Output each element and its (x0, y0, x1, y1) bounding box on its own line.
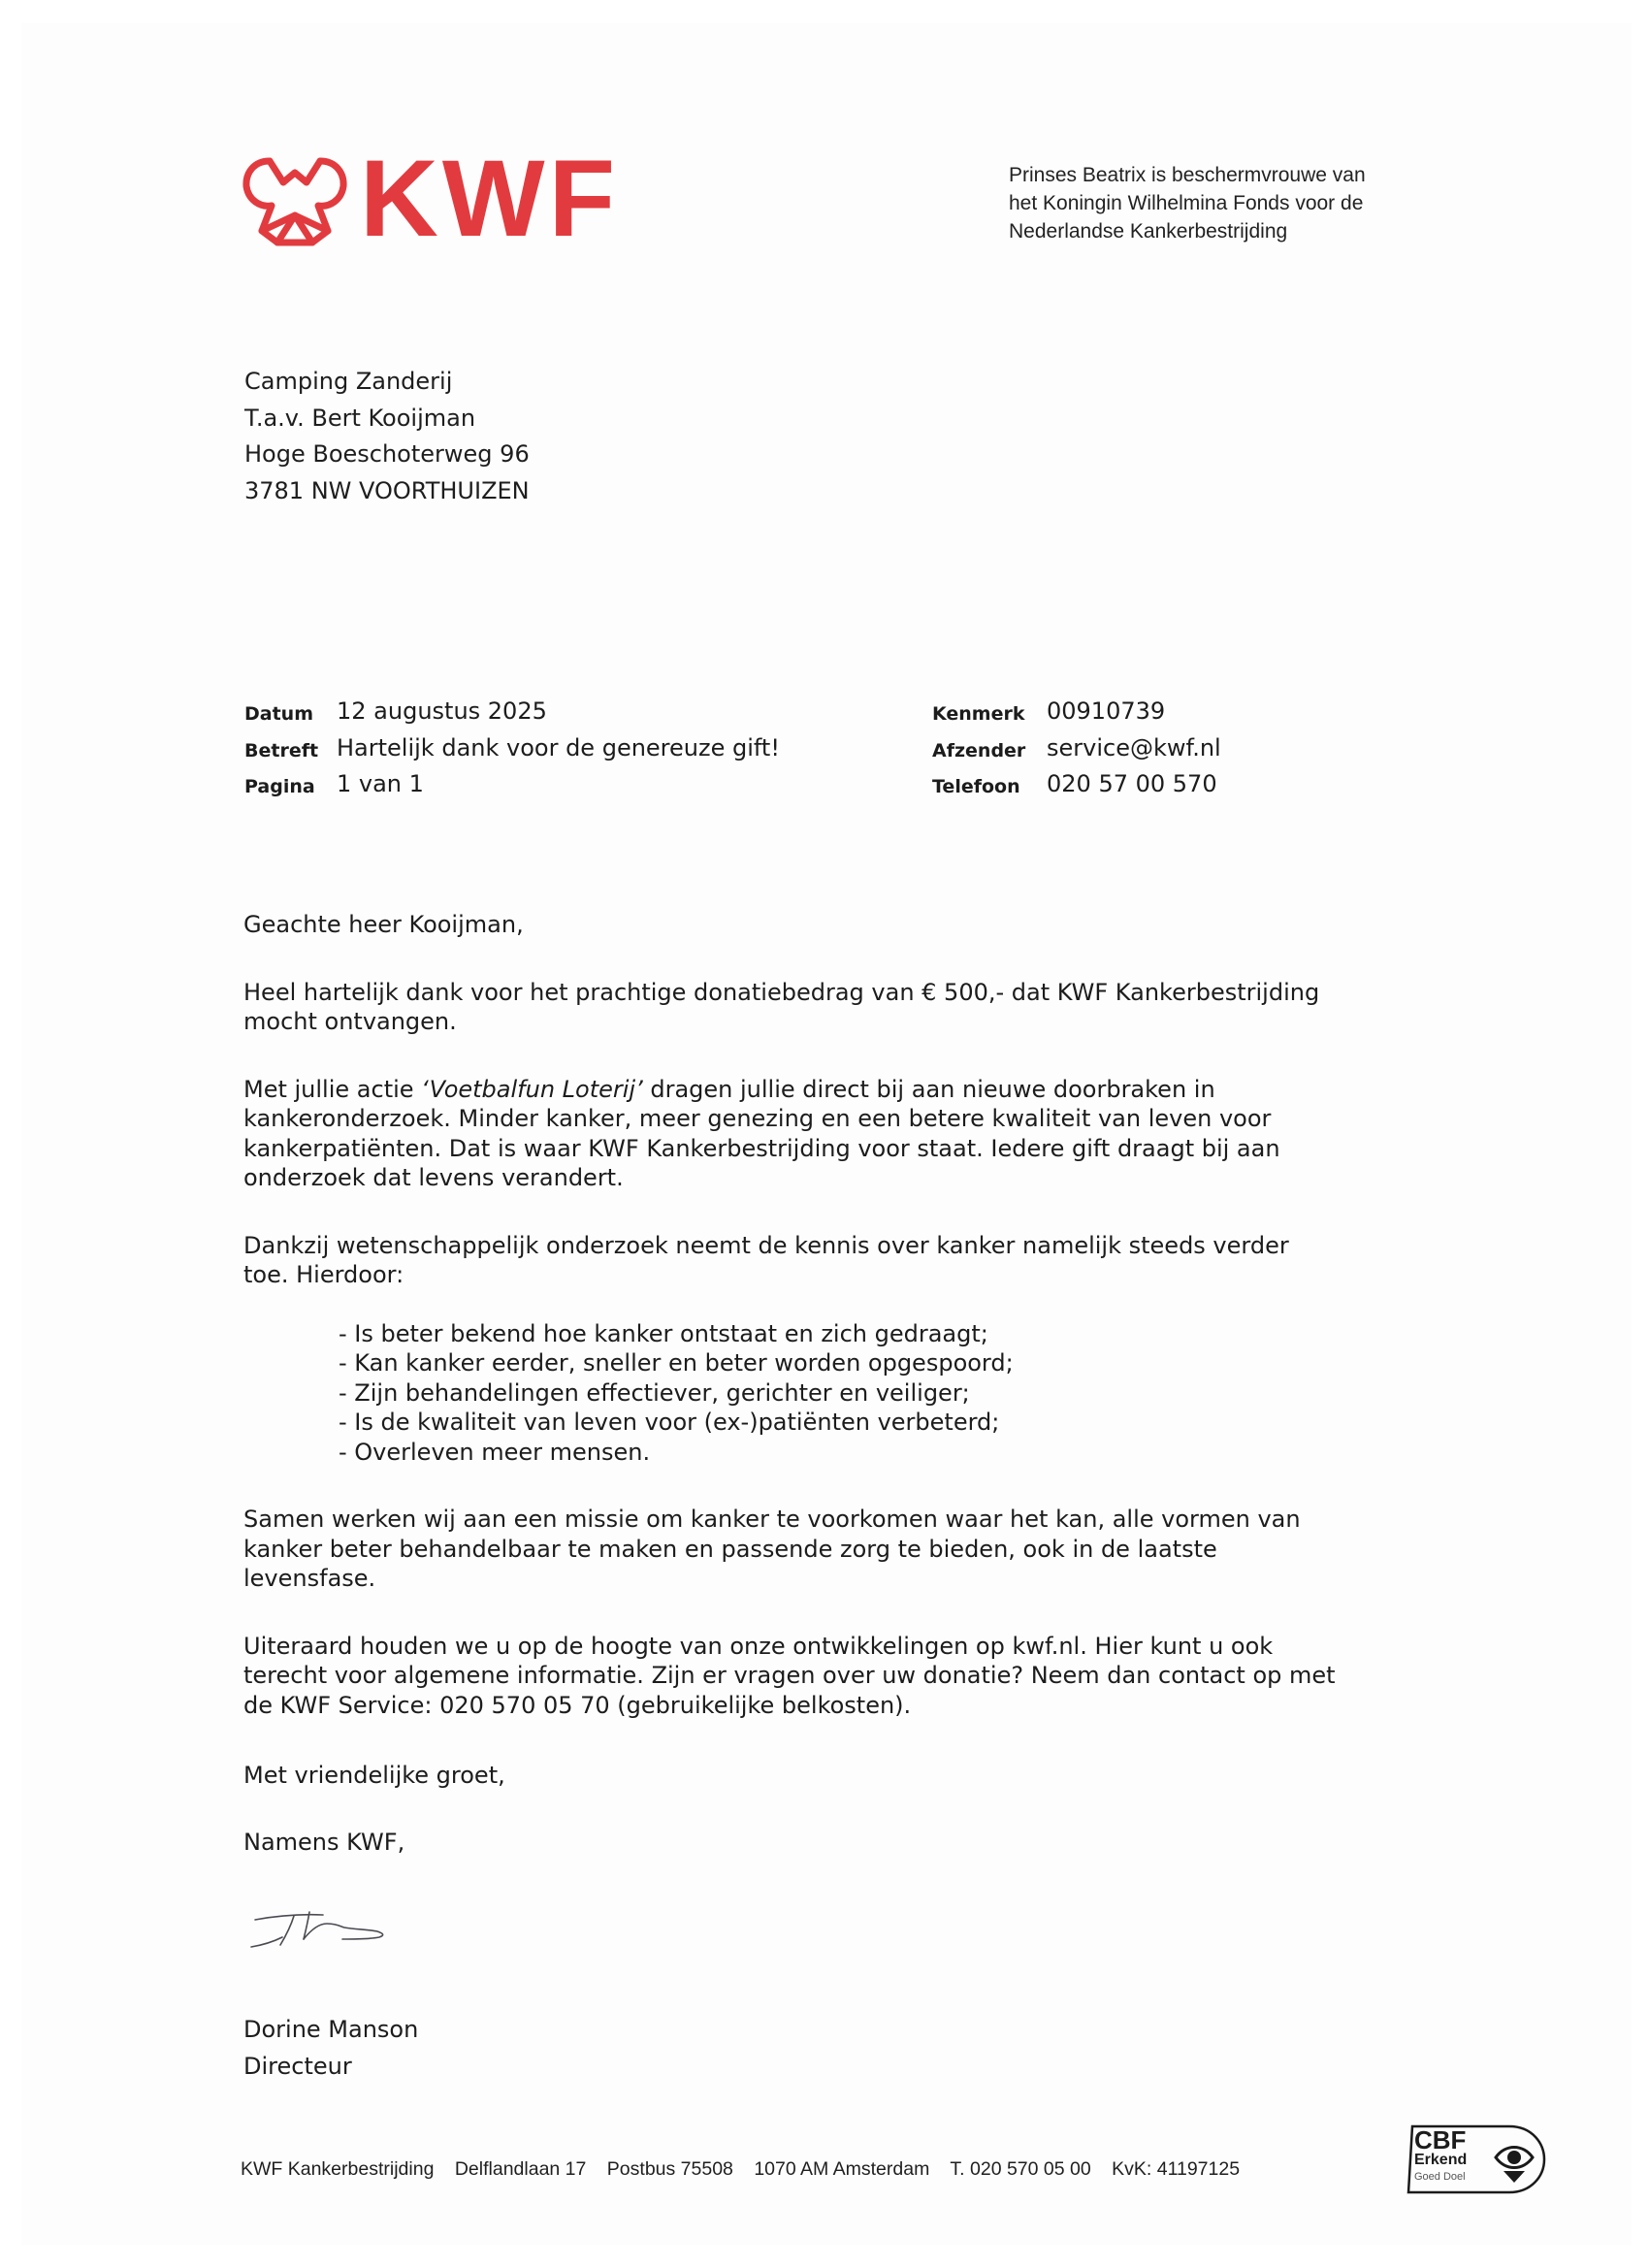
meta-value: service@kwf.nl (1047, 733, 1221, 761)
research-results-list (339, 1319, 1427, 1468)
address-line: Hoge Boeschoterweg 96 (244, 440, 530, 468)
patron-line: Prinses Beatrix is beschermvrouwe van (1009, 164, 1366, 186)
kwf-wordmark: KWF (360, 138, 620, 259)
list-item: - Zijn behandelingen effectiever, gerichter en veiliger; (339, 1378, 970, 1407)
patron-line: het Koningin Wilhelmina Fonds voor de (1009, 192, 1364, 214)
footer-item: Postbus 75508 (606, 2158, 733, 2180)
paragraph-line: onderzoek dat levens verandert. (243, 1164, 624, 1191)
meta-value: 12 augustus 2025 (337, 697, 547, 725)
address-line: 3781 NW VOORTHUIZEN (244, 476, 530, 504)
list-item: - Is de kwaliteit van leven voor (ex-)patiënten verbeterd; (339, 1409, 1000, 1436)
meta-value: 00910739 (1047, 697, 1166, 725)
cbf-caption: Goed Doel (1414, 2171, 1466, 2183)
meta-label: Afzender (932, 739, 1026, 761)
on-behalf: Namens KWF, (243, 1828, 405, 1856)
meta-label: Betreft (244, 739, 319, 761)
handwritten-signature (247, 1896, 441, 1955)
paragraph-line: terecht voor algemene informatie. Zijn er vragen over uw donatie? Neem dan contact op met (243, 1662, 1336, 1689)
meta-label: Datum (244, 703, 313, 725)
kwf-emblem-icon (241, 153, 349, 250)
footer-item: Delflandlaan 17 (454, 2158, 587, 2180)
footer-item: T. 020 570 05 00 (950, 2158, 1091, 2180)
cbf-erkend-badge (1403, 2122, 1546, 2196)
recipient-address (244, 364, 530, 509)
meta-value: 1 van 1 (337, 770, 424, 797)
signatory-block (243, 2011, 418, 2085)
cbf-subtitle: Erkend (1414, 2152, 1468, 2168)
list-item: - Overleven meer mensen. (339, 1438, 651, 1466)
cbf-title: CBF (1414, 2125, 1467, 2155)
campaign-name: ‘Voetbalfun Loterij’ (421, 1075, 643, 1103)
patron-line: Nederlandse Kankerbestrijding (1009, 220, 1288, 243)
eye-icon (1496, 2148, 1533, 2184)
paragraph-line (243, 1075, 1427, 1105)
paragraph-line: Dankzij wetenschappelijk onderzoek neemt de kennis over kanker namelijk steeds verder (243, 1231, 1289, 1259)
paragraph-line: kankerpatiënten. Dat is waar KWF Kankerbestrijding voor staat. Iedere gift draagt bij aan (243, 1134, 1280, 1162)
meta-value: Hartelijk dank voor de genereuze gift! (337, 733, 780, 761)
patron-statement (1009, 161, 1465, 245)
paragraph-line: Uiteraard houden we u op de hoogte van onze ontwikkelingen op kwf.nl. Hier kunt u ook (243, 1632, 1274, 1660)
paragraph-line: toe. Hierdoor: (243, 1261, 404, 1288)
meta-label: Telefoon (932, 776, 1020, 797)
paragraph-line: de KWF Service: 020 570 05 70 (gebruikelijke belkosten). (243, 1691, 912, 1719)
text-segment: dragen jullie direct bij aan nieuwe doorbraken in (642, 1075, 1215, 1103)
meta-label: Kenmerk (932, 703, 1025, 725)
paragraph-thanks (243, 978, 1427, 1037)
paragraph-line: kanker beter behandelbaar te maken en passende zorg te bieden, ook in de laatste (243, 1535, 1217, 1563)
kwf-logo (241, 138, 620, 259)
paragraph-line: mocht ontvangen. (243, 1008, 457, 1035)
paragraph-line: Heel hartelijk dank voor het prachtige donatiebedrag van € 500,- dat KWF Kankerbestrijding (243, 978, 1320, 1006)
paragraph-research (243, 1231, 1427, 1290)
meta-label: Pagina (244, 776, 315, 797)
footer-contact (241, 2158, 1255, 2181)
paragraph-action (243, 1075, 1427, 1193)
list-item: - Kan kanker eerder, sneller en beter worden opgespoord; (339, 1349, 1014, 1377)
paragraph-mission (243, 1505, 1427, 1594)
paragraph-line: kankeronderzoek. Minder kanker, meer genezing en een betere kwaliteit van leven voor (243, 1105, 1272, 1132)
address-line: T.a.v. Bert Kooijman (244, 404, 476, 432)
letter-body (243, 910, 1427, 1857)
footer-item: KWF Kankerbestrijding (241, 2158, 435, 2180)
address-line: Camping Zanderij (244, 368, 453, 395)
paragraph-line: Samen werken wij aan een missie om kanker te voorkomen waar het kan, alle vormen van (243, 1506, 1301, 1533)
signatory-name: Dorine Manson (243, 2016, 419, 2043)
closing: Met vriendelijke groet, (243, 1762, 505, 1789)
signatory-title: Directeur (243, 2053, 352, 2080)
footer-item: 1070 AM Amsterdam (754, 2158, 930, 2180)
footer-item: KvK: 41197125 (1112, 2158, 1241, 2180)
salutation: Geachte heer Kooijman, (243, 911, 524, 938)
meta-value: 020 57 00 570 (1047, 770, 1217, 797)
paragraph-line: levensfase. (243, 1565, 376, 1592)
text-segment: Met jullie actie (243, 1075, 422, 1103)
paragraph-contact (243, 1632, 1427, 1721)
list-item: - Is beter bekend hoe kanker ontstaat en zich gedraagt; (339, 1319, 988, 1347)
